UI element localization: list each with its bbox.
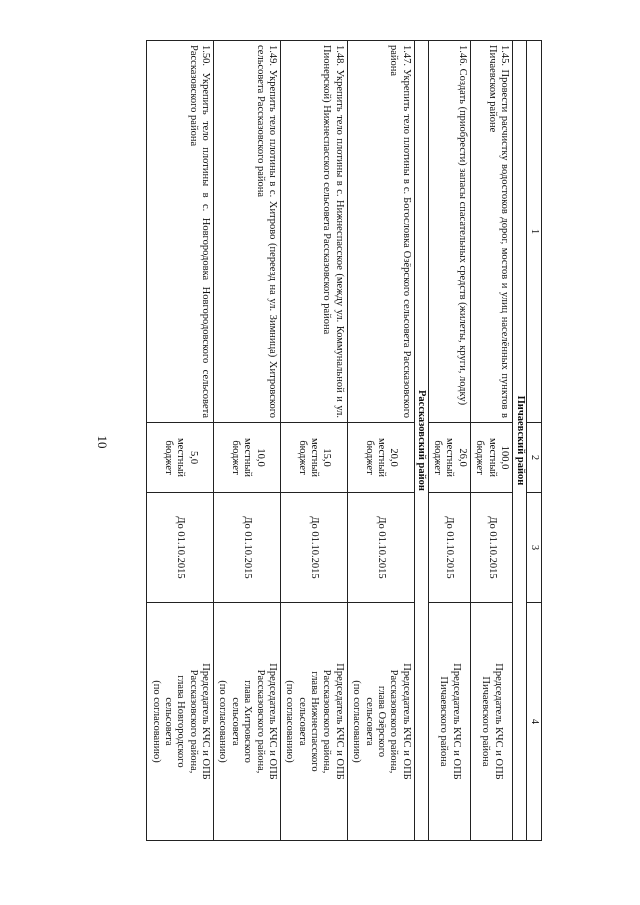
responsible-line: Пичаевского района [438,676,450,767]
table-row [281,41,348,841]
amount-cell [281,423,348,493]
section-row [414,41,428,841]
responsible-line: сельсовета [163,697,174,746]
responsible-line: Председатель КЧС и ОПБ [267,663,278,780]
deadline-cell: До 01.10.2015 [147,493,214,603]
table-row [214,41,281,841]
table-row [470,41,512,841]
responsible-line: сельсовета [296,697,308,746]
measure-text: 1.45. Провести расчистку водостоков дорог, мостов и улиц населённых пунктов в Пичаевском районе [470,41,512,423]
deadline-cell: До 01.10.2015 [214,493,281,603]
responsible-line: Председатель КЧС и ОПБ [200,663,212,780]
responsible-line: глава Новгородского [175,675,187,768]
responsible-line: Рассказовского района, [254,669,266,774]
deadline-cell: До 01.10.2015 [470,493,512,603]
section-title: Рассказовский район [414,41,428,841]
responsible-line: (по согласованию) [284,680,296,763]
responsible-line: глава Озёрского [376,685,387,758]
responsible-line: Председатель КЧС и ОПБ [492,663,504,780]
responsible-line: глава Нижнеспасского [309,671,321,772]
amount-value: 15,0 [321,448,333,467]
responsible-line: Председатель КЧС и ОПБ [333,663,345,780]
measures-table-body [147,41,542,841]
responsible-line: Рассказовского района, [187,669,199,774]
deadline-cell: До 01.10.2015 [428,493,470,603]
amount-cell [347,423,414,493]
responsible-line: (по согласованию) [217,680,229,763]
column-number: 4 [527,603,542,841]
amount-value: 100,0 [499,445,510,470]
deadline-cell: До 01.10.2015 [281,493,348,603]
amount-value: 26,0 [456,448,468,467]
funding-source: местный бюджет [474,437,498,478]
responsible-cell [281,603,348,841]
column-number: 3 [527,493,542,603]
section-row [513,41,527,841]
measure-text: 1.49. Укрепить тело плотины в с. Хитрово (переезд на ул. Зимница) Хитровского сельсовета Рассказовского района [214,41,281,423]
responsible-line: сельсовета [229,697,241,746]
table-row [347,41,414,841]
measure-text: 1.46. Создать (приобрести) запасы спасательных средств (жилеты, круги, лодку) [428,41,470,423]
measures-table [146,40,542,841]
section-title: Пичаевский район [513,41,527,841]
funding-source: местный бюджет [363,437,387,478]
column-number-row [527,41,542,841]
responsible-line: Председатель КЧС и ОПБ [450,663,462,780]
amount-value: 5,0 [187,450,199,465]
document-sheet [132,40,542,840]
rotated-table-container [132,40,542,840]
responsible-line: глава Хитровского [242,680,254,763]
responsible-line: сельсовета [363,697,375,746]
deadline-cell: До 01.10.2015 [347,493,414,603]
amount-value: 10,0 [254,448,266,467]
responsible-line: (по согласованию) [351,680,363,763]
amount-value: 20,0 [388,448,400,467]
responsible-line: Рассказовского района, [321,669,333,774]
funding-source: местный бюджет [432,437,456,478]
responsible-cell [147,603,214,841]
column-number: 1 [527,41,542,423]
amount-cell [470,423,512,493]
responsible-cell [347,603,414,841]
responsible-cell [428,603,470,841]
responsible-line: Председатель КЧС и ОПБ [400,663,412,780]
column-number: 2 [527,423,542,493]
amount-cell [428,423,470,493]
responsible-cell [214,603,281,841]
measure-text: 1.50. Укрепить тело плотины в с. Новгородовка Новгородовского сельсовета Рассказовского района [147,41,214,423]
measure-text: 1.48. Укрепить тело плотины в с. Нижнеспасское (между ул. Коммунальной и ул. Пионерской) Нижнеспасского сельсовета Рассказовского района [281,41,348,423]
table-row [428,41,470,841]
measure-text: 1.47. Укрепить тело плотины в с. Богословка Озёрского сельсовета Рассказовского района [347,41,414,423]
funding-source: местный бюджет [296,437,321,478]
funding-source: местный бюджет [229,437,254,478]
page-number: 10 [95,435,110,449]
responsible-cell [470,603,512,841]
funding-source: местный бюджет [163,437,187,478]
responsible-line: Пичаевского района [480,676,492,767]
responsible-line: Рассказовского района, [388,669,400,774]
amount-cell [214,423,281,493]
responsible-line: (по согласованию) [150,680,162,763]
table-row [147,41,214,841]
amount-cell [147,423,214,493]
